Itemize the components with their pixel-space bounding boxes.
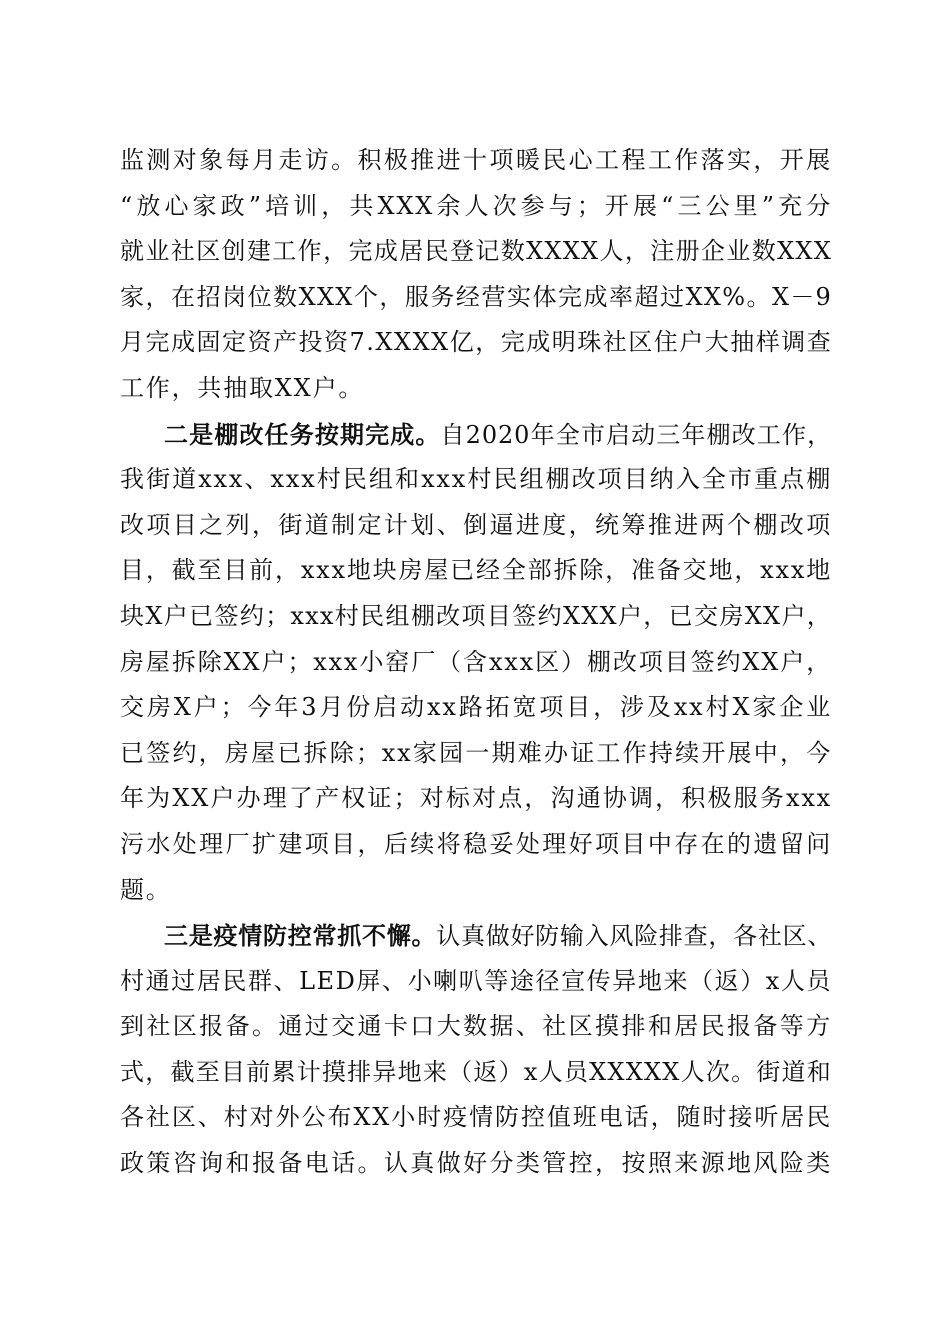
text-line: 我街道xxx、xxx村民组和xxx村民组棚改项目纳入全市重点棚 bbox=[120, 465, 832, 494]
text-line: 家，在招岗位数XXX个，服务经营实体完成率超过XX%。X－9 bbox=[120, 282, 832, 311]
section-heading: 三是疫情防控常抓不懈。 bbox=[164, 921, 437, 951]
text-line: 房屋拆除XX户；xxx小窑厂（含xxx区）棚改项目签约XX户， bbox=[120, 647, 832, 676]
document-body bbox=[120, 138, 832, 1187]
text-line: “放心家政”培训，共XXX余人次参与；开展“三公里”充分 bbox=[120, 191, 832, 220]
text-line: 月完成固定资产投资7.XXXX亿，完成明珠社区住户大抽样调查 bbox=[120, 328, 833, 357]
text-line: 村通过居民群、LED屏、小喇叭等途径宣传异地来（返）x人员 bbox=[120, 966, 832, 995]
text-line: 改项目之列，街道制定计划、倒逼进度，统筹推进两个棚改项 bbox=[120, 510, 832, 539]
text-line: 目，截至目前，xxx地块房屋已经全部拆除，准备交地，xxx地 bbox=[120, 556, 832, 585]
text-line: 题。 bbox=[120, 875, 172, 904]
text-line: 交房X户；今年3月份启动xx路拓宽项目，涉及xx村X家企业 bbox=[120, 693, 832, 722]
section-heading: 二是棚改任务按期完成。 bbox=[164, 419, 441, 449]
text-line: 就业社区创建工作，完成居民登记数XXXX人，注册企业数XXX bbox=[120, 237, 832, 266]
text-line: 块X户已签约；xxx村民组棚改项目签约XXX户，已交房XX户， bbox=[120, 601, 832, 630]
paragraph-start-line bbox=[120, 913, 832, 959]
text-line: 政策咨询和报备电话。认真做好分类管控，按照来源地风险类 bbox=[120, 1149, 832, 1178]
text-line: 工作，共抽取XX户。 bbox=[120, 373, 365, 402]
paragraph-start-line bbox=[120, 412, 832, 458]
text-line: 式，截至目前累计摸排异地来（返）x人员XXXXX人次。街道和 bbox=[120, 1057, 832, 1086]
text-line: 已签约，房屋已拆除；xx家园一期难办证工作持续开展中，今 bbox=[120, 738, 832, 767]
text-line: 污水处理厂扩建项目，后续将稳妥处理好项目中存在的遗留问 bbox=[120, 829, 832, 858]
text-line: 到社区报备。通过交通卡口大数据、社区摸排和居民报备等方 bbox=[120, 1012, 832, 1041]
heading-line-text: 认真做好防输入风险排查，各社区、 bbox=[436, 922, 832, 951]
text-line: 各社区、村对外公布XX小时疫情防控值班电话，随时接听居民 bbox=[120, 1103, 832, 1132]
text-line: 监测对象每月走访。积极推进十项暖民心工程工作落实，开展 bbox=[120, 146, 832, 174]
text-line: 年为XX户办理了产权证；对标对点，沟通协调，积极服务xxx bbox=[120, 784, 832, 813]
heading-line-text: 自2020年全市启动三年棚改工作， bbox=[440, 420, 832, 449]
